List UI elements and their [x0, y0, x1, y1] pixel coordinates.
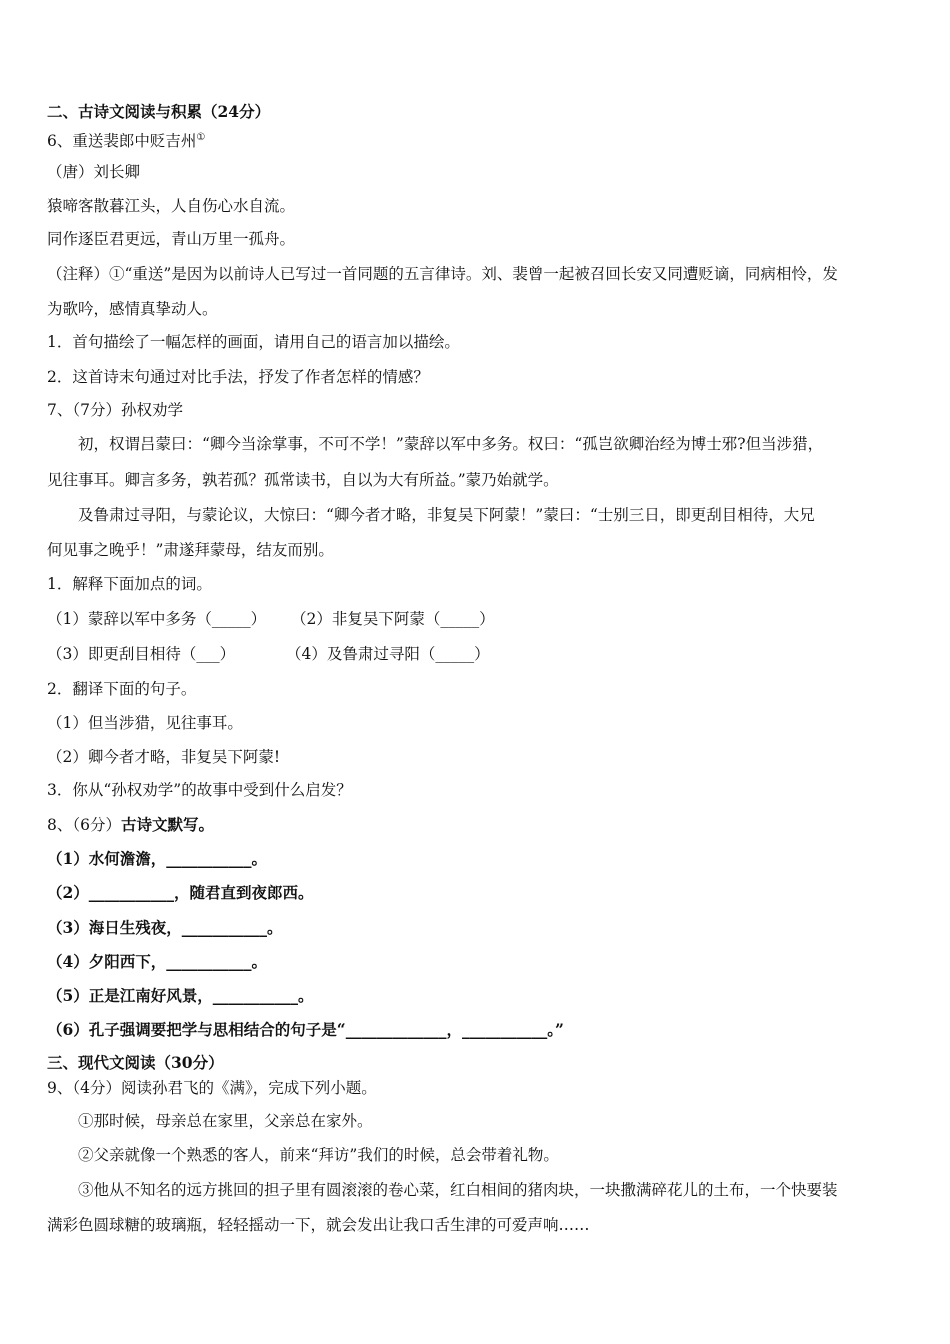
- q6-question-1: 1．首句描绘了一幅怎样的画面，请用自己的语言加以描绘。: [47, 333, 460, 351]
- q8-item-5: （5）正是江南好风景，___________。: [47, 986, 314, 1005]
- section-3-heading: 三、现代文阅读（30分）: [47, 1053, 224, 1072]
- q7-passage-para2-line2: 何见事之晚乎！”肃遂拜蒙母，结友而别。: [47, 541, 334, 559]
- q8-item-6: （6）孔子强调要把学与思相结合的句子是“_____________，___________。”: [47, 1020, 564, 1039]
- section-2-heading: 二、古诗文阅读与积累（24分）: [47, 102, 271, 121]
- q7-q1-title: 1．解释下面加点的词。: [47, 575, 212, 593]
- q8-item-4: （4）夕阳西下，___________。: [47, 952, 268, 971]
- q9-title: 9、（4分）阅读孙君飞的《满》，完成下列小题。: [47, 1079, 377, 1097]
- q9-para-1: ①那时候，母亲总在家里，父亲总在家外。: [78, 1112, 373, 1130]
- q6-question-2: 2．这首诗末句通过对比手法，抒发了作者怎样的情感？: [47, 368, 429, 386]
- q7-q3: 3．你从“孙权劝学”的故事中受到什么启发？: [47, 781, 352, 799]
- q7-q2-title: 2．翻译下面的句子。: [47, 680, 197, 698]
- q7-passage-para1-line2: 见往事耳。卿言多务，孰若孤？孤常读书，自以为大有所益。”蒙乃始就学。: [47, 471, 559, 489]
- q6-title-text: 6、重送裴郎中贬吉州: [47, 132, 197, 151]
- q9-para-3-line-1: ③他从不知名的远方挑回的担子里有圆滚滚的卷心菜，红白相间的猪肉块，一块撒满碎花儿的土布，一个快要装: [78, 1181, 838, 1199]
- poem-line-2: 同作逐臣君更远，青山万里一孤舟。: [47, 230, 296, 248]
- q6-title: [47, 128, 205, 151]
- q8-prefix: 8、（6分）: [47, 816, 121, 834]
- q8-item-1: （1）水何澹澹，___________。: [47, 849, 268, 868]
- q7-q1-item-3: （3）即更刮目相待（___）: [47, 645, 236, 663]
- q6-note-line-1: （注释）①“重送”是因为以前诗人已写过一首同题的五言律诗。刘、裴曾一起被召回长安又同遭贬谪，同病相怜，发: [47, 265, 838, 283]
- q8-item-2: （2）___________，随君直到夜郎西。: [47, 883, 314, 902]
- q7-q2-item-1: （1）但当涉猎，见往事耳。: [47, 714, 243, 732]
- q7-q1-item-2: （2）非复吴下阿蒙（_____）: [291, 610, 495, 628]
- q7-passage-para2-line1: 及鲁肃过寻阳，与蒙论议，大惊曰：“卿今者才略，非复吴下阿蒙！”蒙曰：“士别三日，即更刮目相待，大兄: [78, 506, 815, 524]
- q9-para-3-line-2: 满彩色圆球糖的玻璃瓶，轻轻摇动一下，就会发出让我口舌生津的可爱声响……: [47, 1216, 590, 1234]
- q7-q1-item-1: （1）蒙辞以军中多务（_____）: [47, 610, 267, 628]
- q6-note-line-2: 为歌吟，感情真挚动人。: [47, 300, 218, 318]
- q9-para-2: ②父亲就像一个熟悉的客人，前来“拜访”我们的时候，总会带着礼物。: [78, 1146, 559, 1164]
- q6-author: （唐）刘长卿: [47, 163, 141, 181]
- q8-item-3: （3）海日生残夜，___________。: [47, 918, 283, 937]
- poem-line-1: 猿啼客散暮江头，人自伤心水自流。: [47, 197, 296, 215]
- q7-q2-item-2: （2）卿今者才略，非复吴下阿蒙!: [47, 748, 281, 766]
- q7-q1-item-4: （4）及鲁肃过寻阳（_____）: [286, 645, 490, 663]
- q7-title: 7、（7分）孙权劝学: [47, 401, 183, 419]
- q7-passage-para1-line1: 初，权谓吕蒙曰：“卿今当涂掌事，不可不学！”蒙辞以军中多务。权曰：“孤岂欲卿治经为博士邪?但当涉猎，: [78, 435, 824, 453]
- q6-title-note-mark: ①: [196, 132, 206, 143]
- q8-title-text: 古诗文默写。: [120, 815, 214, 834]
- q8-title: [47, 815, 214, 835]
